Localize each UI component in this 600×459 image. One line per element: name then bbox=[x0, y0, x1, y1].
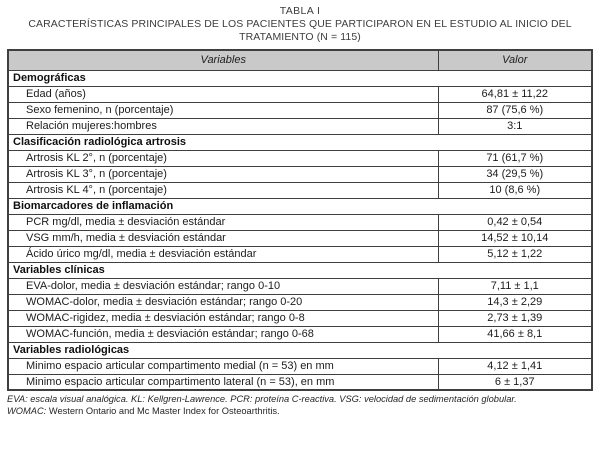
row-label: Edad (años) bbox=[8, 86, 438, 102]
row-label: Artrosis KL 2°, n (porcentaje) bbox=[8, 150, 438, 166]
table-row bbox=[8, 278, 592, 294]
row-value: 87 (75,6 %) bbox=[438, 102, 592, 118]
row-value: 4,12 ± 1,41 bbox=[438, 358, 592, 374]
row-value: 14,3 ± 2,29 bbox=[438, 294, 592, 310]
table-row bbox=[8, 118, 592, 134]
row-label: Artrosis KL 3°, n (porcentaje) bbox=[8, 166, 438, 182]
table-row bbox=[8, 246, 592, 262]
row-label: Artrosis KL 4°, n (porcentaje) bbox=[8, 182, 438, 198]
footnotes bbox=[7, 394, 593, 417]
row-label: Minimo espacio articular compartimento medial (n = 53) en mm bbox=[8, 358, 438, 374]
section-label: Variables radiológicas bbox=[8, 342, 592, 358]
footnote-abbr-womac: WOMAC: bbox=[7, 405, 47, 416]
row-label: VSG mm/h, media ± desviación estándar bbox=[8, 230, 438, 246]
table-row bbox=[8, 182, 592, 198]
table-row bbox=[8, 310, 592, 326]
table-header-row bbox=[8, 50, 592, 70]
table-row bbox=[8, 166, 592, 182]
table-row bbox=[8, 230, 592, 246]
row-value: 10 (8,6 %) bbox=[438, 182, 592, 198]
row-value: 2,73 ± 1,39 bbox=[438, 310, 592, 326]
table-row bbox=[8, 214, 592, 230]
row-label: WOMAC-rigidez, media ± desviación estándar; rango 0-8 bbox=[8, 310, 438, 326]
table-number-title: TABLA I bbox=[279, 5, 321, 17]
footnote-line-2 bbox=[7, 406, 593, 418]
section-row-variables-radiologicas bbox=[8, 342, 592, 358]
column-header-variables: Variables bbox=[8, 50, 438, 70]
row-value: 64,81 ± 11,22 bbox=[438, 86, 592, 102]
row-label: WOMAC-dolor, media ± desviación estándar; rango 0-20 bbox=[8, 294, 438, 310]
row-value: 5,12 ± 1,22 bbox=[438, 246, 592, 262]
row-value: 14,52 ± 10,14 bbox=[438, 230, 592, 246]
section-label: Clasificación radiológica artrosis bbox=[8, 134, 592, 150]
footnote-line-1: EVA: escala visual analógica. KL: Kellgren-Lawrence. PCR: proteína C-reactiva. VSG: velocidad de sedimentación globular. bbox=[7, 394, 517, 404]
table-row bbox=[8, 374, 592, 390]
table-row bbox=[8, 326, 592, 342]
table-row bbox=[8, 102, 592, 118]
row-label: Relación mujeres:hombres bbox=[8, 118, 438, 134]
row-value: 0,42 ± 0,54 bbox=[438, 214, 592, 230]
section-label: Biomarcadores de inflamación bbox=[8, 198, 592, 214]
section-row-biomarcadores bbox=[8, 198, 592, 214]
section-row-clasificacion bbox=[8, 134, 592, 150]
row-value: 41,66 ± 8,1 bbox=[438, 326, 592, 342]
section-label: Demográficas bbox=[8, 70, 592, 86]
section-row-variables-clinicas bbox=[8, 262, 592, 278]
footnote-womac-text: Western Ontario and Mc Master Index for Osteoarthritis. bbox=[46, 405, 280, 416]
table-row bbox=[8, 358, 592, 374]
row-value: 6 ± 1,37 bbox=[438, 374, 592, 390]
row-label: PCR mg/dl, media ± desviación estándar bbox=[8, 214, 438, 230]
section-row-demograficas bbox=[8, 70, 592, 86]
row-label: WOMAC-función, media ± desviación estándar; rango 0-68 bbox=[8, 326, 438, 342]
title-block bbox=[0, 0, 600, 44]
row-label: EVA-dolor, media ± desviación estándar; rango 0-10 bbox=[8, 278, 438, 294]
row-label: Ácido úrico mg/dl, media ± desviación estándar bbox=[8, 246, 438, 262]
table-row bbox=[8, 86, 592, 102]
row-value: 3:1 bbox=[438, 118, 592, 134]
section-label: Variables clínicas bbox=[8, 262, 592, 278]
row-value: 71 (61,7 %) bbox=[438, 150, 592, 166]
row-value: 34 (29,5 %) bbox=[438, 166, 592, 182]
column-header-valor: Valor bbox=[438, 50, 592, 70]
table-caption: CARACTERÍSTICAS PRINCIPALES DE LOS PACIENTES QUE PARTICIPARON EN EL ESTUDIO AL INICIO DEL TRATAMIENTO (N = 115) bbox=[28, 18, 572, 43]
row-label: Sexo femenino, n (porcentaje) bbox=[8, 102, 438, 118]
row-value: 7,11 ± 1,1 bbox=[438, 278, 592, 294]
row-label: Minimo espacio articular compartimento lateral (n = 53), en mm bbox=[8, 374, 438, 390]
patients-characteristics-table bbox=[7, 49, 593, 391]
table-row bbox=[8, 294, 592, 310]
table-row bbox=[8, 150, 592, 166]
